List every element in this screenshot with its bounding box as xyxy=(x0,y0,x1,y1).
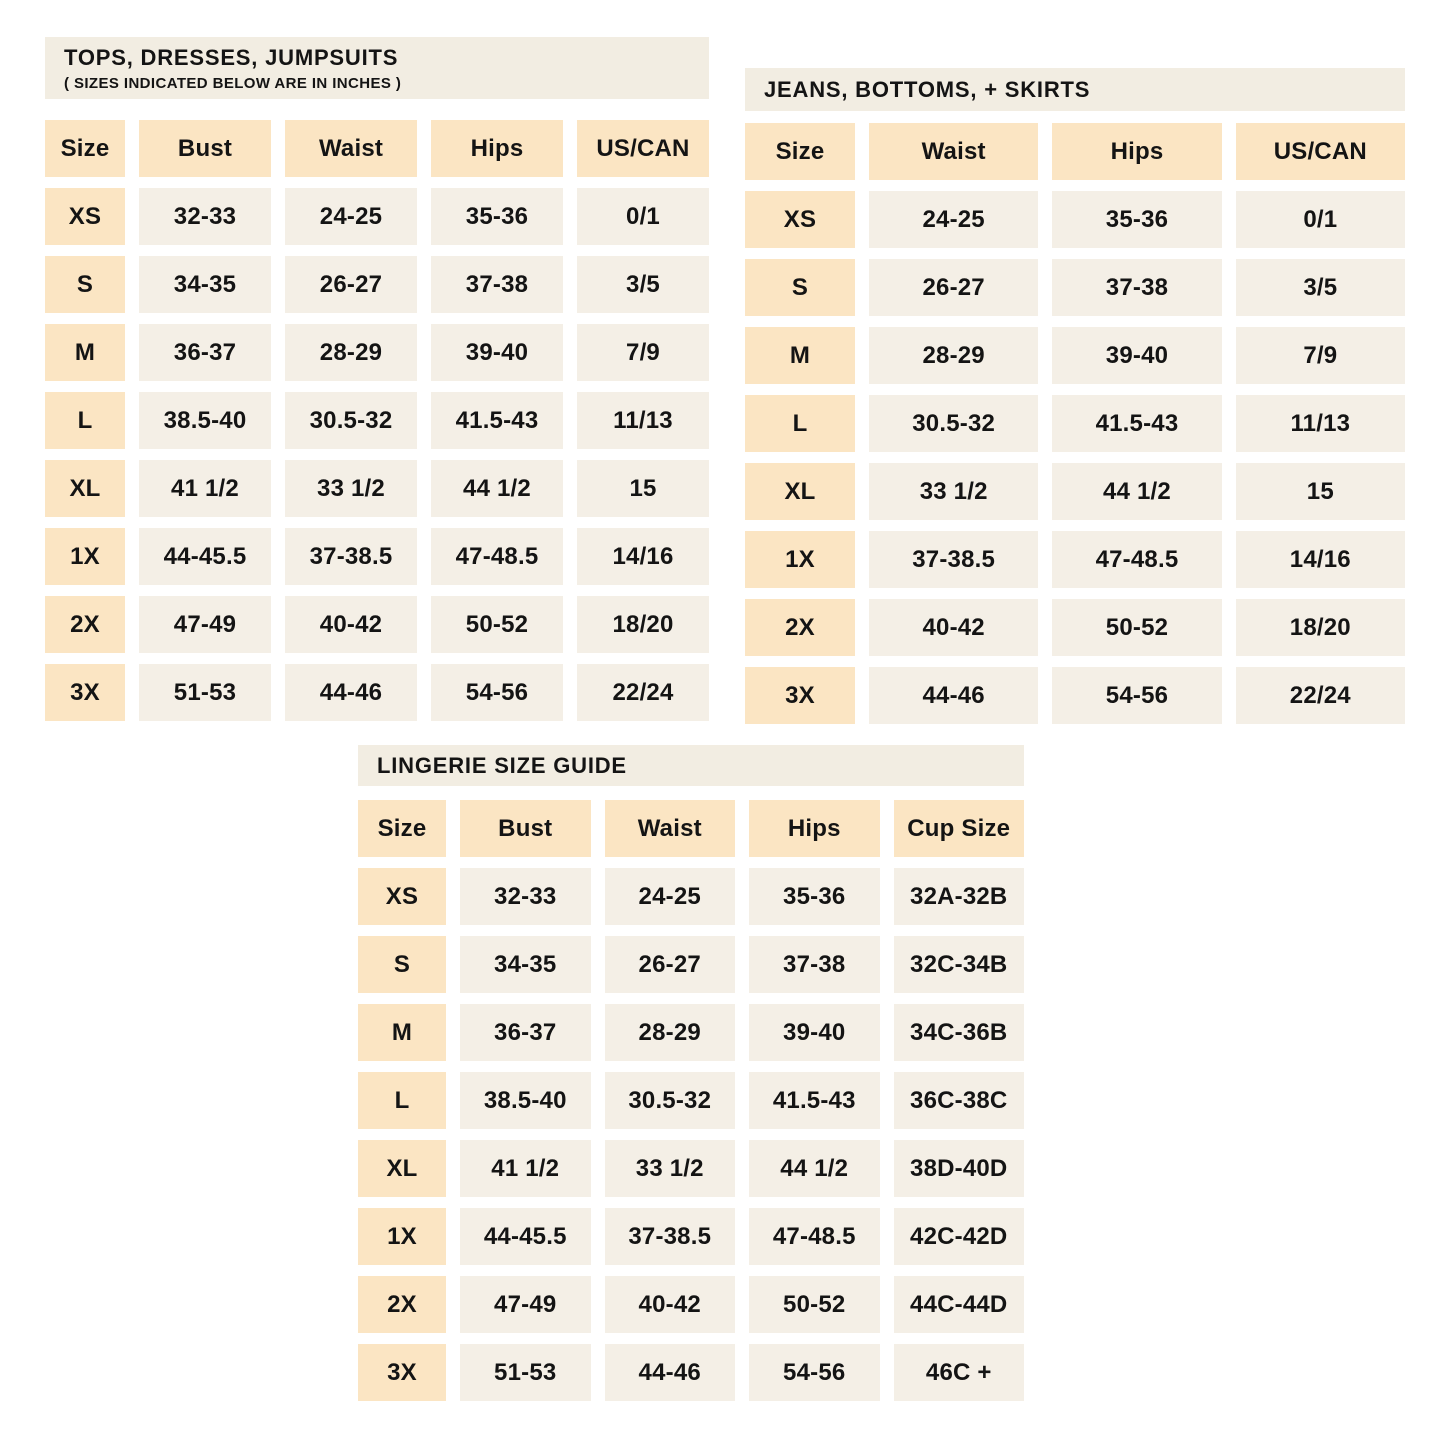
size-label-cell: XL xyxy=(745,463,855,520)
value-cell: 40-42 xyxy=(869,599,1038,656)
value-cell: 15 xyxy=(1236,463,1405,520)
size-label-cell: 1X xyxy=(745,531,855,588)
column-header: Hips xyxy=(749,800,880,857)
size-label-cell: 3X xyxy=(45,664,125,721)
tops-grid xyxy=(45,120,709,721)
value-cell: 54-56 xyxy=(431,664,563,721)
value-cell: 50-52 xyxy=(749,1276,880,1333)
column-header: Cup Size xyxy=(894,800,1025,857)
value-cell: 37-38.5 xyxy=(869,531,1038,588)
size-label-cell: S xyxy=(745,259,855,316)
value-cell: 54-56 xyxy=(1052,667,1221,724)
value-cell: 35-36 xyxy=(1052,191,1221,248)
value-cell: 38D-40D xyxy=(894,1140,1025,1197)
value-cell: 26-27 xyxy=(869,259,1038,316)
size-label-cell: 2X xyxy=(45,596,125,653)
value-cell: 34-35 xyxy=(460,936,591,993)
size-label-cell: L xyxy=(358,1072,446,1129)
value-cell: 3/5 xyxy=(577,256,709,313)
size-label-cell: 2X xyxy=(358,1276,446,1333)
column-header: Waist xyxy=(285,120,417,177)
value-cell: 41.5-43 xyxy=(749,1072,880,1129)
value-cell: 26-27 xyxy=(605,936,736,993)
value-cell: 0/1 xyxy=(577,188,709,245)
size-label-cell: M xyxy=(358,1004,446,1061)
value-cell: 30.5-32 xyxy=(869,395,1038,452)
jeans-title-bar xyxy=(745,68,1405,111)
size-label-cell: L xyxy=(45,392,125,449)
value-cell: 34-35 xyxy=(139,256,271,313)
value-cell: 28-29 xyxy=(605,1004,736,1061)
column-header: Bust xyxy=(460,800,591,857)
value-cell: 38.5-40 xyxy=(460,1072,591,1129)
value-cell: 47-49 xyxy=(139,596,271,653)
value-cell: 50-52 xyxy=(1052,599,1221,656)
tops-title-bar xyxy=(45,37,709,99)
value-cell: 18/20 xyxy=(577,596,709,653)
size-label-cell: 3X xyxy=(358,1344,446,1401)
value-cell: 28-29 xyxy=(869,327,1038,384)
size-label-cell: 2X xyxy=(745,599,855,656)
value-cell: 35-36 xyxy=(431,188,563,245)
value-cell: 24-25 xyxy=(869,191,1038,248)
value-cell: 33 1/2 xyxy=(285,460,417,517)
value-cell: 42C-42D xyxy=(894,1208,1025,1265)
value-cell: 11/13 xyxy=(577,392,709,449)
value-cell: 44-46 xyxy=(285,664,417,721)
value-cell: 28-29 xyxy=(285,324,417,381)
column-header: Waist xyxy=(869,123,1038,180)
value-cell: 32C-34B xyxy=(894,936,1025,993)
value-cell: 15 xyxy=(577,460,709,517)
value-cell: 30.5-32 xyxy=(285,392,417,449)
value-cell: 37-38 xyxy=(431,256,563,313)
value-cell: 7/9 xyxy=(1236,327,1405,384)
lingerie-grid xyxy=(358,800,1024,1401)
value-cell: 47-48.5 xyxy=(1052,531,1221,588)
value-cell: 32-33 xyxy=(460,868,591,925)
value-cell: 24-25 xyxy=(285,188,417,245)
value-cell: 22/24 xyxy=(1236,667,1405,724)
value-cell: 32-33 xyxy=(139,188,271,245)
column-header: Size xyxy=(745,123,855,180)
value-cell: 7/9 xyxy=(577,324,709,381)
value-cell: 33 1/2 xyxy=(869,463,1038,520)
value-cell: 18/20 xyxy=(1236,599,1405,656)
column-header: Bust xyxy=(139,120,271,177)
column-header: Size xyxy=(358,800,446,857)
value-cell: 41.5-43 xyxy=(1052,395,1221,452)
value-cell: 39-40 xyxy=(431,324,563,381)
value-cell: 44 1/2 xyxy=(431,460,563,517)
size-label-cell: L xyxy=(745,395,855,452)
value-cell: 44 1/2 xyxy=(1052,463,1221,520)
size-label-cell: 1X xyxy=(358,1208,446,1265)
value-cell: 51-53 xyxy=(139,664,271,721)
value-cell: 38.5-40 xyxy=(139,392,271,449)
value-cell: 51-53 xyxy=(460,1344,591,1401)
value-cell: 11/13 xyxy=(1236,395,1405,452)
value-cell: 44-45.5 xyxy=(139,528,271,585)
value-cell: 3/5 xyxy=(1236,259,1405,316)
value-cell: 47-48.5 xyxy=(749,1208,880,1265)
value-cell: 41.5-43 xyxy=(431,392,563,449)
value-cell: 40-42 xyxy=(605,1276,736,1333)
size-guide-table-lingerie xyxy=(358,745,1024,1401)
size-label-cell: M xyxy=(45,324,125,381)
value-cell: 39-40 xyxy=(749,1004,880,1061)
size-label-cell: XS xyxy=(45,188,125,245)
size-label-cell: XL xyxy=(45,460,125,517)
column-header: Waist xyxy=(605,800,736,857)
lingerie-title: LINGERIE SIZE GUIDE xyxy=(377,752,627,778)
value-cell: 36-37 xyxy=(460,1004,591,1061)
size-label-cell: XS xyxy=(745,191,855,248)
size-label-cell: M xyxy=(745,327,855,384)
value-cell: 37-38.5 xyxy=(605,1208,736,1265)
column-header: US/CAN xyxy=(577,120,709,177)
value-cell: 35-36 xyxy=(749,868,880,925)
value-cell: 30.5-32 xyxy=(605,1072,736,1129)
value-cell: 36C-38C xyxy=(894,1072,1025,1129)
value-cell: 44C-44D xyxy=(894,1276,1025,1333)
value-cell: 37-38.5 xyxy=(285,528,417,585)
tops-subtitle: ( SIZES INDICATED BELOW ARE IN INCHES ) xyxy=(64,74,402,92)
value-cell: 37-38 xyxy=(749,936,880,993)
column-header: Hips xyxy=(1052,123,1221,180)
size-label-cell: S xyxy=(45,256,125,313)
size-label-cell: 3X xyxy=(745,667,855,724)
size-label-cell: S xyxy=(358,936,446,993)
size-label-cell: XS xyxy=(358,868,446,925)
value-cell: 41 1/2 xyxy=(460,1140,591,1197)
value-cell: 44-46 xyxy=(605,1344,736,1401)
jeans-grid xyxy=(745,123,1405,724)
value-cell: 33 1/2 xyxy=(605,1140,736,1197)
value-cell: 44-46 xyxy=(869,667,1038,724)
value-cell: 14/16 xyxy=(1236,531,1405,588)
value-cell: 26-27 xyxy=(285,256,417,313)
tops-title: TOPS, DRESSES, JUMPSUITS xyxy=(64,44,399,70)
value-cell: 22/24 xyxy=(577,664,709,721)
value-cell: 44 1/2 xyxy=(749,1140,880,1197)
value-cell: 0/1 xyxy=(1236,191,1405,248)
value-cell: 32A-32B xyxy=(894,868,1025,925)
value-cell: 37-38 xyxy=(1052,259,1221,316)
size-label-cell: 1X xyxy=(45,528,125,585)
value-cell: 24-25 xyxy=(605,868,736,925)
value-cell: 47-48.5 xyxy=(431,528,563,585)
value-cell: 47-49 xyxy=(460,1276,591,1333)
value-cell: 44-45.5 xyxy=(460,1208,591,1265)
value-cell: 14/16 xyxy=(577,528,709,585)
value-cell: 50-52 xyxy=(431,596,563,653)
value-cell: 46C + xyxy=(894,1344,1025,1401)
value-cell: 36-37 xyxy=(139,324,271,381)
size-guide-table-tops xyxy=(45,37,709,721)
value-cell: 41 1/2 xyxy=(139,460,271,517)
value-cell: 39-40 xyxy=(1052,327,1221,384)
size-guide-table-jeans xyxy=(745,68,1405,724)
value-cell: 40-42 xyxy=(285,596,417,653)
column-header: Size xyxy=(45,120,125,177)
value-cell: 54-56 xyxy=(749,1344,880,1401)
lingerie-title-bar xyxy=(358,745,1024,786)
column-header: Hips xyxy=(431,120,563,177)
value-cell: 34C-36B xyxy=(894,1004,1025,1061)
column-header: US/CAN xyxy=(1236,123,1405,180)
size-label-cell: XL xyxy=(358,1140,446,1197)
jeans-title: JEANS, BOTTOMS, + SKIRTS xyxy=(764,76,1091,102)
